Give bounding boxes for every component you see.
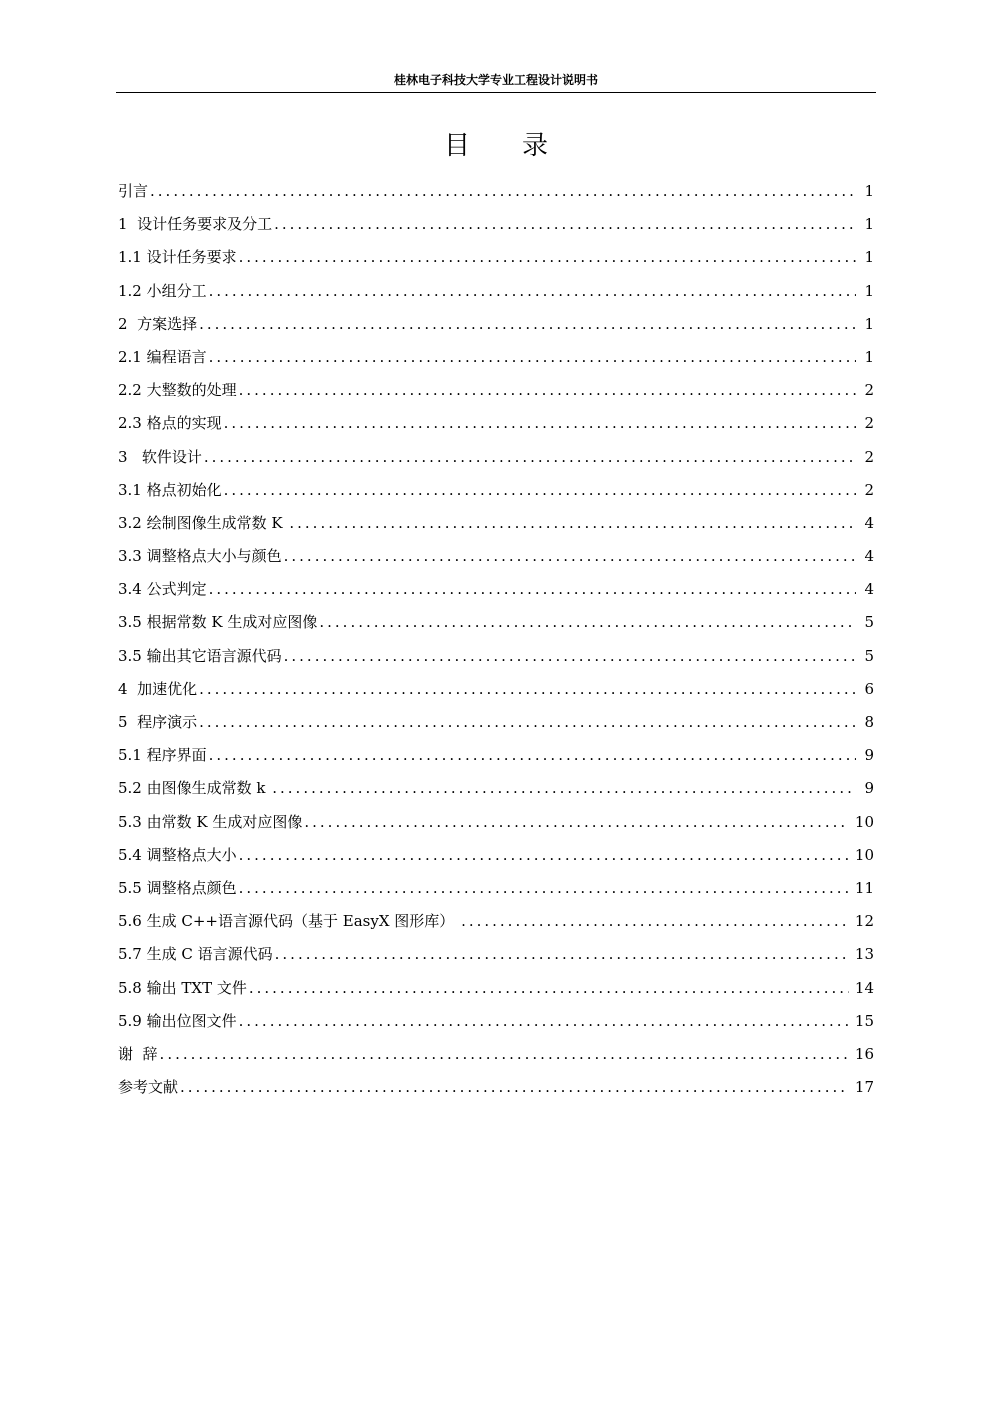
toc-dot-leader	[239, 1005, 849, 1038]
toc-entry-label: 3.4 公式判定	[118, 580, 207, 599]
toc-entry-label: 5.4 调整格点大小	[118, 845, 237, 864]
toc-entry-label: 5 程序演示	[118, 713, 198, 731]
toc-entry[interactable]	[118, 673, 874, 706]
toc-dot-leader	[249, 972, 849, 1005]
header-rule	[116, 92, 876, 93]
toc-dot-leader	[180, 1071, 849, 1104]
toc-page-number: 2	[864, 447, 874, 466]
toc-dot-leader	[224, 407, 856, 440]
toc-entry-label: 5.3 由常数 K 生成对应图像	[118, 812, 303, 831]
toc-entry[interactable]	[118, 706, 874, 739]
toc-page-number: 9	[864, 779, 874, 798]
toc-page-number: 2	[864, 381, 874, 400]
toc-entry[interactable]	[118, 972, 874, 1005]
toc-entry[interactable]	[118, 507, 874, 540]
toc-page-number: 8	[864, 713, 874, 731]
toc-entry[interactable]	[118, 1038, 874, 1071]
toc-entry-label: 参考文献	[118, 1078, 179, 1097]
toc-dot-leader	[284, 640, 856, 673]
toc-page-number: 15	[854, 1011, 874, 1030]
running-header: 桂林电子科技大学专业工程设计说明书	[393, 73, 598, 87]
toc-entry-label: 5.6 生成 C++语言源代码（基于 EasyX 图形库）	[118, 912, 460, 931]
toc-page-number: 1	[864, 347, 874, 366]
toc-entry[interactable]	[118, 540, 874, 573]
toc-entry[interactable]	[118, 1071, 874, 1104]
toc-dot-leader	[209, 341, 856, 374]
toc-dot-leader	[204, 441, 856, 474]
toc-entry-label: 引言	[118, 182, 149, 200]
toc-entry[interactable]	[118, 241, 874, 274]
toc-dot-leader	[275, 938, 849, 971]
toc-dot-leader	[239, 839, 849, 872]
toc-dot-leader	[239, 374, 856, 407]
toc-entry[interactable]	[118, 308, 874, 341]
toc-entry[interactable]	[118, 772, 874, 805]
toc-page-number: 9	[864, 746, 874, 765]
toc-entry[interactable]	[118, 441, 874, 474]
toc-entry[interactable]	[118, 208, 874, 241]
toc-page-number: 1	[864, 215, 874, 234]
toc-dot-leader	[160, 1038, 849, 1071]
toc-dot-leader	[199, 706, 856, 739]
toc-page-number: 14	[854, 978, 874, 997]
toc-dot-leader	[289, 507, 856, 540]
toc-entry[interactable]	[118, 573, 874, 606]
toc-entry[interactable]	[118, 872, 874, 905]
toc-entry[interactable]	[118, 606, 874, 639]
toc-entry[interactable]	[118, 175, 874, 208]
toc-page-number: 1	[864, 182, 874, 200]
toc-page-number: 1	[864, 281, 874, 300]
toc-entry-label: 3 软件设计	[118, 447, 202, 466]
toc-entry-label: 2.2 大整数的处理	[118, 381, 237, 400]
toc-page-number: 2	[864, 414, 874, 433]
toc-dot-leader	[284, 540, 856, 573]
toc-entry[interactable]	[118, 374, 874, 407]
toc-entry-label: 2.1 编程语言	[118, 347, 207, 366]
toc-page-number: 11	[854, 878, 874, 897]
toc-dot-leader	[209, 573, 856, 606]
toc-dot-leader	[274, 208, 856, 241]
toc-dot-leader	[209, 275, 856, 308]
toc-page-number: 10	[854, 812, 874, 831]
toc-page-number: 5	[864, 613, 874, 632]
toc-dot-leader	[150, 175, 856, 208]
toc-page-number: 4	[864, 547, 874, 566]
toc-entry[interactable]	[118, 839, 874, 872]
toc-page-number: 1	[864, 248, 874, 267]
toc-entry-label: 4 加速优化	[118, 679, 198, 698]
toc-page-number: 10	[854, 845, 874, 864]
toc-entry-label: 3.3 调整格点大小与颜色	[118, 547, 282, 566]
toc-entry-label: 1 设计任务要求及分工	[118, 215, 273, 234]
toc-dot-leader	[224, 474, 856, 507]
toc-page-number: 17	[854, 1078, 874, 1097]
toc-entry-label: 5.8 输出 TXT 文件	[118, 978, 247, 997]
toc-title: 目录	[443, 131, 600, 161]
toc-entry[interactable]	[118, 275, 874, 308]
toc-page-number: 4	[864, 580, 874, 599]
toc-entry[interactable]	[118, 905, 874, 938]
toc-entry-label: 3.5 输出其它语言源代码	[118, 646, 282, 665]
toc-entry-label: 5.9 输出位图文件	[118, 1011, 237, 1030]
toc-dot-leader	[209, 739, 856, 772]
toc-entry[interactable]	[118, 640, 874, 673]
toc-entry[interactable]	[118, 474, 874, 507]
toc-entry[interactable]	[118, 938, 874, 971]
toc-page-number: 1	[864, 314, 874, 333]
toc-entry-label: 5.7 生成 C 语言源代码	[118, 945, 273, 964]
table-of-contents	[118, 175, 874, 1104]
toc-entry-label: 5.1 程序界面	[118, 746, 207, 765]
toc-entry-label: 3.5 根据常数 K 生成对应图像	[118, 613, 318, 632]
toc-entry-label: 1.1 设计任务要求	[118, 248, 237, 267]
toc-dot-leader	[199, 308, 856, 341]
toc-entry-label: 谢 辞	[118, 1044, 158, 1063]
toc-entry[interactable]	[118, 739, 874, 772]
toc-dot-leader	[304, 806, 849, 839]
toc-page-number: 6	[864, 679, 874, 698]
toc-page-number: 13	[854, 945, 874, 964]
toc-entry-label: 1.2 小组分工	[118, 281, 207, 300]
toc-entry-label: 5.2 由图像生成常数 k	[118, 779, 271, 798]
toc-entry[interactable]	[118, 1005, 874, 1038]
toc-page-number: 12	[854, 912, 874, 931]
toc-entry[interactable]	[118, 341, 874, 374]
toc-entry-label: 2 方案选择	[118, 314, 198, 333]
toc-entry-label: 5.5 调整格点颜色	[118, 878, 237, 897]
toc-page-number: 16	[854, 1044, 874, 1063]
toc-page-number: 2	[864, 480, 874, 499]
toc-entry-label: 2.3 格点的实现	[118, 414, 222, 433]
toc-entry[interactable]	[118, 806, 874, 839]
toc-page-number: 5	[864, 646, 874, 665]
toc-entry-label: 3.2 绘制图像生成常数 K	[118, 513, 288, 532]
toc-page-number: 4	[864, 513, 874, 532]
toc-dot-leader	[319, 606, 856, 639]
toc-dot-leader	[272, 772, 856, 805]
toc-dot-leader	[239, 241, 856, 274]
toc-dot-leader	[199, 673, 856, 706]
toc-dot-leader	[239, 872, 849, 905]
toc-dot-leader	[461, 905, 849, 938]
toc-entry[interactable]	[118, 407, 874, 440]
toc-entry-label: 3.1 格点初始化	[118, 480, 222, 499]
